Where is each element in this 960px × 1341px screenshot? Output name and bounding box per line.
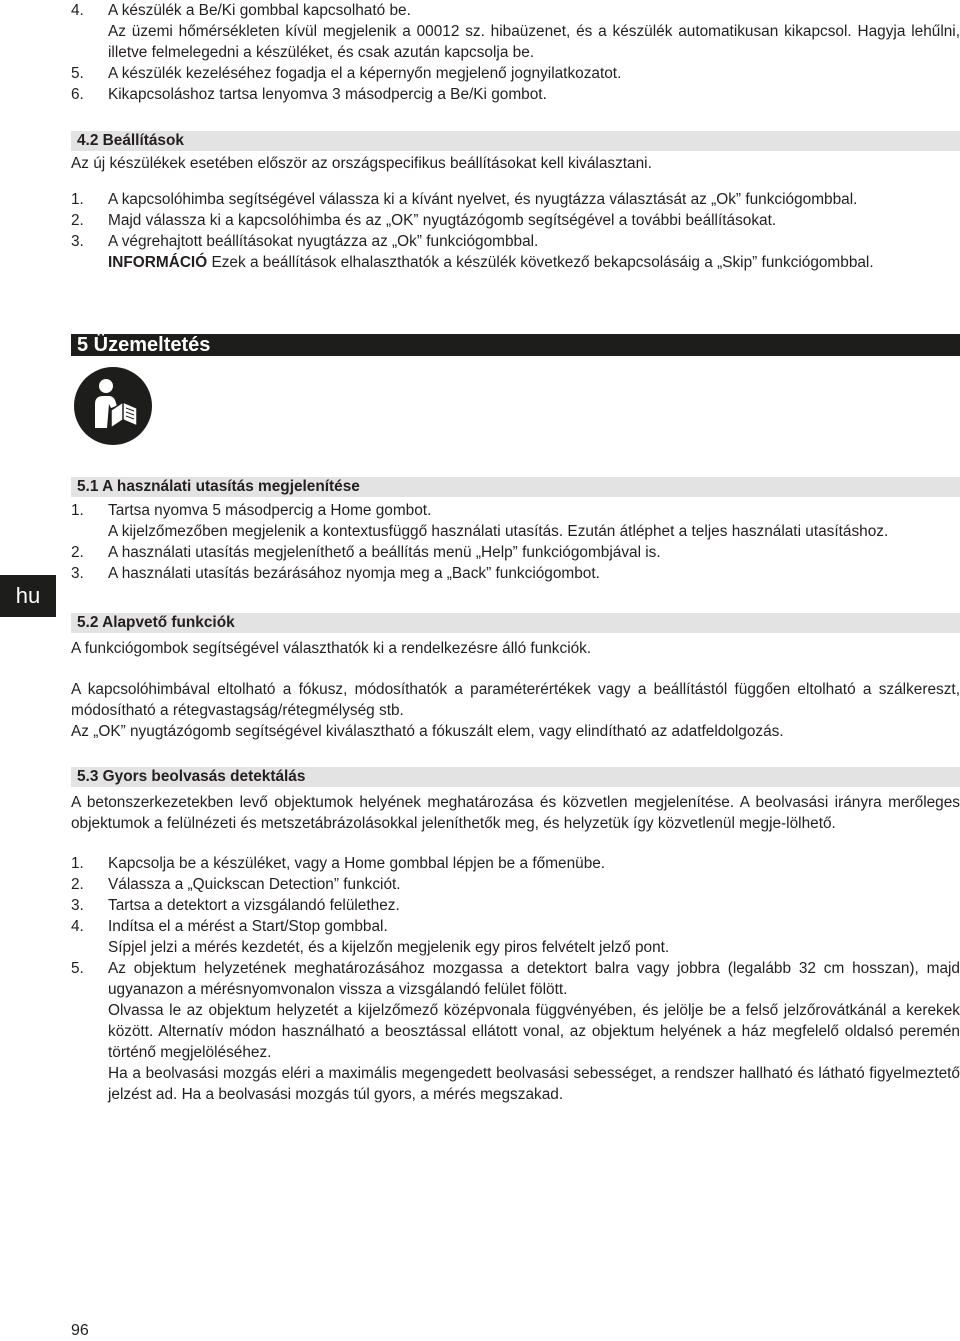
list-item xyxy=(71,84,960,105)
paragraph: A betonszerkezetekben levő objektumok helyének meghatározása és közvetlen megjelenítése. A beolvasási irányra merőleges objektumok a felülnézeti és metszetábrázolásokkal jeleníthetők meg, és helyzetük így közvetlenül megje-lölhető. xyxy=(71,794,960,832)
section-4-2 xyxy=(71,131,960,273)
list-text: Indítsa el a mérést a Start/Stop gombbal. xyxy=(108,918,388,935)
read-manual-icon xyxy=(73,366,153,446)
section-5-1 xyxy=(71,477,960,584)
list-text: A készülék a Be/Ki gombbal kapcsolható be. xyxy=(108,2,411,19)
section-heading: 5.3 Gyors beolvasás detektálás xyxy=(71,767,960,787)
list-item xyxy=(71,874,960,895)
paragraph: A funkciógombok segítségével választhatók ki a rendelkezésre álló funkciók. xyxy=(71,640,592,657)
list-text: Olvassa le az objektum helyzetét a kijelzőmező középvonala függvényében, és jelölje be a felső jelzőrovátkánál a kerekek között. Alternatív módon használható a beosztással ellátott vonal, az objektum helyének a ház megfelelő oldalsó peremén történő megjelöléséhez. xyxy=(108,1002,960,1061)
list-text: Az üzemi hőmérsékleten kívül megjelenik a 00012 sz. hibaüzenet, és a készülék automatikusan kikapcsol. Hagyja lehűlni, illetve felmelegedni a készüléket, és csak azután kapcsolja be. xyxy=(108,23,960,61)
list-text: Ha a beolvasási mozgás eléri a maximális megengedett beolvasási sebességet, a rendszer hallható és látható figyelmeztető jelzést ad. Ha a beolvasási mozgás túl gyors, a mérés megszakad. xyxy=(108,1065,960,1103)
paragraph: Az „OK” nyugtázógomb segítségével kiválasztható a fókuszált elem, vagy elindítható az adatfeldolgozás. xyxy=(71,723,784,740)
list-number: 1. xyxy=(71,191,84,208)
list-item xyxy=(71,63,960,84)
list-item xyxy=(71,500,960,542)
section-5-2 xyxy=(71,613,960,742)
list-item xyxy=(71,853,960,874)
list-number: 5. xyxy=(71,960,84,977)
list-number: 3. xyxy=(71,233,84,250)
list-text: A használati utasítás megjeleníthető a beállítás menü „Help” funkciógombjával is. xyxy=(108,544,661,561)
list-number: 3. xyxy=(71,565,84,582)
section-heading: 5.2 Alapvető funkciók xyxy=(71,613,960,633)
language-tab: hu xyxy=(0,575,56,617)
info-text: Ezek a beállítások elhalaszthatók a készülék következő bekapcsolásáig a „Skip” funkciógombbal. xyxy=(207,254,874,271)
intro-list xyxy=(71,0,960,105)
list-text: Az objektum helyzetének meghatározásához mozgassa a detektort balra vagy jobbra (legalább 32 cm hosszan), majd ugyanazon a mérésnyomvonalon vissza a vizsgálandó felület fölött. xyxy=(108,960,960,998)
list-number: 5. xyxy=(71,65,84,82)
list-text: Kikapcsoláshoz tartsa lenyomva 3 másodpercig a Be/Ki gombot. xyxy=(108,86,547,103)
list-number: 6. xyxy=(71,86,84,103)
list-item xyxy=(71,958,960,1105)
list-item xyxy=(71,210,960,231)
section-heading: 4.2 Beállítások xyxy=(71,131,960,151)
list-text: Sípjel jelzi a mérés kezdetét, és a kijelzőn megjelenik egy piros felvételt jelző pont. xyxy=(108,939,670,956)
list-text: A kijelzőmezőben megjelenik a kontextusfüggő használati utasítás. Ezután átléphet a teljes használati utasításhoz. xyxy=(108,523,889,540)
paragraph: A kapcsolóhimbával eltolható a fókusz, módosíthatók a paraméterértékek vagy a beállítástól függően eltolható a szálkereszt, módosítható a rétegvastagság/rétegmélység stb. xyxy=(71,681,960,719)
list-number: 2. xyxy=(71,876,84,893)
list-item xyxy=(71,916,960,958)
list-number: 2. xyxy=(71,544,84,561)
list-item xyxy=(71,895,960,916)
list-number: 1. xyxy=(71,855,84,872)
section-intro: Az új készülékek esetében először az országspecifikus beállításokat kell kiválasztani. xyxy=(71,155,652,172)
list-item xyxy=(71,189,960,210)
list-text: Tartsa nyomva 5 másodpercig a Home gombot. xyxy=(108,502,432,519)
list-item xyxy=(71,542,960,563)
list-item xyxy=(71,0,960,63)
list-text: A kapcsolóhimba segítségével válassza ki a kívánt nyelvet, és nyugtázza választását az „Ok” funkciógombbal. xyxy=(108,191,858,208)
info-label: INFORMÁCIÓ xyxy=(108,254,208,271)
list-item xyxy=(71,563,960,584)
list-item xyxy=(71,231,960,252)
list-text: A használati utasítás bezárásához nyomja meg a „Back” funkciógombot. xyxy=(108,565,600,582)
list-number: 2. xyxy=(71,212,84,229)
info-note xyxy=(71,252,960,273)
list-number: 3. xyxy=(71,897,84,914)
list-number: 1. xyxy=(71,502,84,519)
list-text: Válassza a „Quickscan Detection” funkciót. xyxy=(108,876,401,893)
section-5-3 xyxy=(71,767,960,1105)
chapter-title: 5 Üzemeltetés xyxy=(71,334,960,356)
list-number: 4. xyxy=(71,2,84,19)
section-heading: 5.1 A használati utasítás megjelenítése xyxy=(71,477,960,497)
list-text: Kapcsolja be a készüléket, vagy a Home gombbal lépjen be a főmenübe. xyxy=(108,855,606,872)
list-number: 4. xyxy=(71,918,84,935)
list-text: Majd válassza ki a kapcsolóhimba és az „OK” nyugtázógomb segítségével a további beállításokat. xyxy=(108,212,777,229)
list-text: A végrehajtott beállításokat nyugtázza az „Ok” funkciógombbal. xyxy=(108,233,539,250)
page-number: 96 xyxy=(71,1322,89,1339)
list-text: A készülék kezeléséhez fogadja el a képernyőn megjelenő jognyilatkozatot. xyxy=(108,65,622,82)
list-text: Tartsa a detektort a vizsgálandó felülethez. xyxy=(108,897,400,914)
